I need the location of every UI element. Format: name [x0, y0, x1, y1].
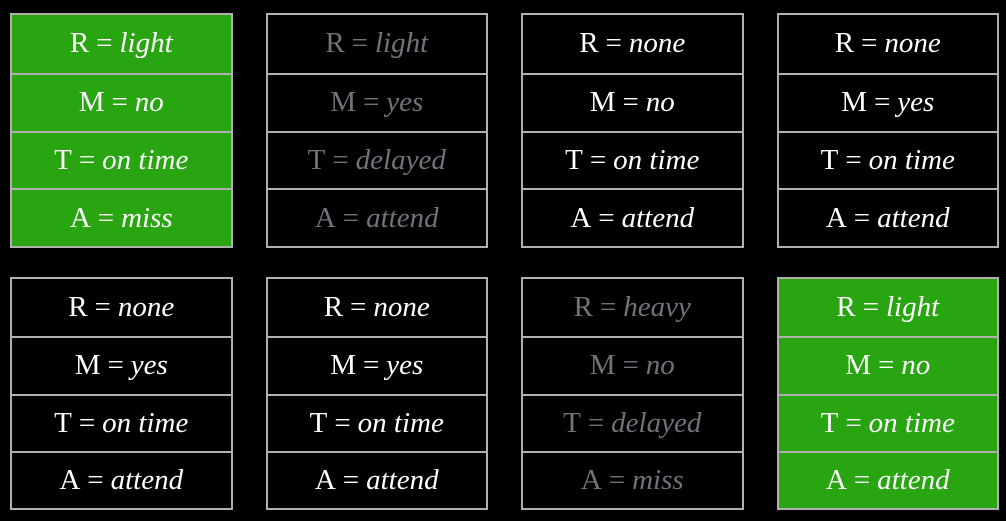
variable-value: no — [901, 349, 931, 382]
equals-sign: = — [87, 463, 104, 496]
assignment-row — [12, 279, 231, 336]
assignment-row — [12, 15, 231, 73]
variable-name: M — [74, 349, 101, 382]
variable-value: no — [645, 86, 675, 119]
equals-sign: = — [342, 201, 360, 234]
equals-sign: = — [853, 463, 871, 496]
equals-sign: = — [587, 406, 605, 439]
variable-name: T — [820, 406, 839, 439]
variable-name: T — [820, 143, 839, 176]
assignment-row — [779, 451, 998, 508]
variable-value: on time — [102, 143, 189, 176]
variable-value: none — [884, 27, 941, 60]
sample-card-4 — [777, 13, 1000, 248]
sample-card-2 — [266, 13, 489, 248]
variable-name: R — [68, 291, 88, 324]
assignment-row — [779, 131, 998, 189]
equals-sign: = — [622, 349, 639, 382]
variable-value: heavy — [623, 291, 691, 324]
variable-name: A — [59, 463, 81, 496]
assignment-row — [268, 451, 487, 508]
variable-value: light — [119, 27, 173, 60]
equals-sign: = — [605, 27, 622, 60]
variable-value: on time — [868, 143, 955, 176]
variable-name: A — [314, 201, 336, 234]
sample-card-6 — [266, 277, 489, 510]
variable-value: yes — [386, 86, 424, 119]
variable-value: none — [373, 291, 430, 324]
equals-sign: = — [78, 143, 96, 176]
equals-sign: = — [334, 406, 351, 439]
assignment-row — [523, 451, 742, 508]
variable-name: M — [589, 349, 616, 382]
variable-value: attend — [366, 463, 439, 496]
variable-value: attend — [877, 463, 950, 496]
equals-sign: = — [622, 86, 639, 119]
equals-sign: = — [97, 201, 115, 234]
variable-value: attend — [621, 201, 695, 234]
variable-name: M — [841, 86, 867, 119]
variable-value: attend — [366, 201, 439, 234]
sample-grid — [10, 13, 999, 510]
variable-name: A — [570, 201, 592, 234]
assignment-row — [268, 394, 487, 451]
equals-sign: = — [598, 201, 615, 234]
equals-sign: = — [78, 406, 96, 439]
variable-name: A — [825, 201, 847, 234]
variable-name: R — [325, 27, 345, 60]
variable-name: A — [825, 463, 847, 496]
assignment-row — [268, 73, 487, 131]
equals-sign: = — [342, 463, 360, 496]
sample-card-1 — [10, 13, 233, 248]
equals-sign: = — [608, 463, 626, 496]
assignment-row — [523, 15, 742, 73]
assignment-row — [779, 73, 998, 131]
variable-value: light — [374, 27, 429, 60]
assignment-row — [268, 131, 487, 189]
assignment-row — [523, 336, 742, 393]
assignment-row — [779, 394, 998, 451]
variable-name: T — [307, 143, 326, 176]
variable-name: T — [563, 406, 581, 439]
equals-sign: = — [862, 291, 880, 324]
equals-sign: = — [96, 27, 113, 60]
assignment-row — [268, 279, 487, 336]
variable-name: M — [78, 86, 105, 119]
assignment-row — [523, 279, 742, 336]
variable-name: A — [314, 463, 336, 496]
variable-name: R — [69, 27, 90, 60]
variable-value: miss — [121, 201, 173, 234]
equals-sign: = — [589, 143, 607, 176]
variable-name: M — [330, 349, 356, 382]
variable-name: R — [573, 291, 593, 324]
variable-name: T — [54, 143, 72, 176]
equals-sign: = — [107, 349, 124, 382]
variable-name: A — [69, 201, 91, 234]
assignment-row — [12, 131, 231, 189]
assignment-row — [268, 336, 487, 393]
assignment-row — [779, 336, 998, 393]
variable-name: T — [309, 406, 328, 439]
sample-card-7 — [521, 277, 744, 510]
equals-sign: = — [350, 291, 367, 324]
variable-value: on time — [868, 406, 955, 439]
variable-value: yes — [897, 86, 935, 119]
variable-name: T — [565, 143, 583, 176]
assignment-row — [523, 188, 742, 246]
variable-name: R — [836, 291, 856, 324]
variable-value: on time — [102, 406, 189, 439]
variable-name: T — [54, 406, 72, 439]
sample-card-5 — [10, 277, 233, 510]
equals-sign: = — [877, 349, 895, 382]
equals-sign: = — [861, 27, 878, 60]
assignment-row — [779, 188, 998, 246]
equals-sign: = — [845, 406, 862, 439]
variable-value: delayed — [355, 143, 446, 176]
assignment-row — [12, 394, 231, 451]
variable-value: delayed — [611, 406, 702, 439]
assignment-row — [779, 15, 998, 73]
equals-sign: = — [599, 291, 617, 324]
equals-sign: = — [853, 201, 871, 234]
variable-name: M — [589, 86, 616, 119]
assignment-row — [523, 73, 742, 131]
assignment-row — [523, 131, 742, 189]
sample-card-3 — [521, 13, 744, 248]
variable-name: R — [323, 291, 344, 324]
assignment-row — [12, 73, 231, 131]
equals-sign: = — [332, 143, 349, 176]
assignment-row — [12, 188, 231, 246]
equals-sign: = — [94, 291, 111, 324]
variable-value: light — [885, 291, 940, 324]
variable-name: A — [580, 463, 602, 496]
variable-name: M — [845, 349, 872, 382]
equals-sign: = — [362, 86, 380, 119]
assignment-row — [268, 188, 487, 246]
equals-sign: = — [873, 86, 891, 119]
variable-value: miss — [632, 463, 684, 496]
assignment-row — [12, 451, 231, 508]
variable-value: attend — [877, 201, 950, 234]
sample-card-8 — [777, 277, 1000, 510]
variable-name: R — [834, 27, 855, 60]
equals-sign: = — [111, 86, 128, 119]
variable-value: on time — [613, 143, 700, 176]
equals-sign: = — [845, 143, 862, 176]
variable-value: attend — [110, 463, 184, 496]
variable-value: no — [645, 349, 675, 382]
variable-value: no — [134, 86, 164, 119]
equals-sign: = — [351, 27, 369, 60]
assignment-row — [523, 394, 742, 451]
assignment-row — [12, 336, 231, 393]
assignment-row — [779, 279, 998, 336]
variable-value: none — [117, 291, 175, 324]
variable-value: none — [628, 27, 686, 60]
equals-sign: = — [362, 349, 380, 382]
variable-name: R — [579, 27, 599, 60]
variable-value: on time — [357, 406, 444, 439]
variable-name: M — [330, 86, 356, 119]
variable-value: yes — [130, 349, 168, 382]
assignment-row — [268, 15, 487, 73]
variable-value: yes — [386, 349, 424, 382]
